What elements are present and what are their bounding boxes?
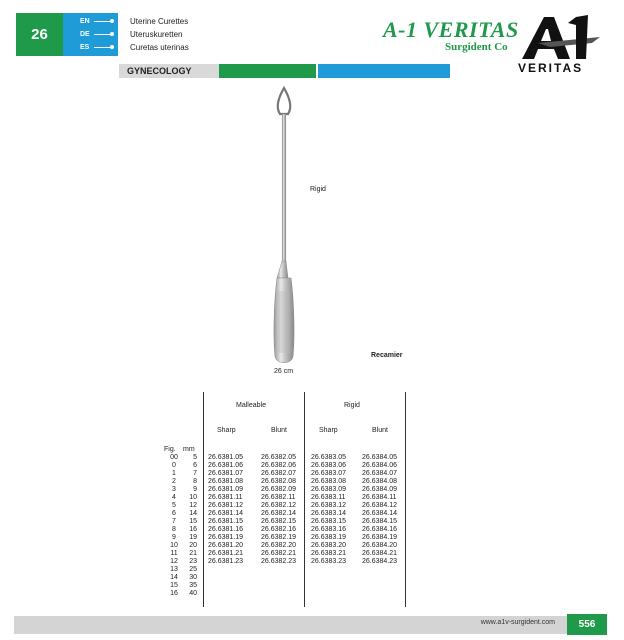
sub-header-sharp: Sharp bbox=[319, 427, 338, 434]
article-number: 26.6381.07 bbox=[208, 470, 244, 477]
article-number: 26.6383.08 bbox=[311, 478, 347, 485]
fig-header: Fig. bbox=[164, 446, 176, 453]
category-label: GYNECOLOGY bbox=[119, 64, 219, 78]
page-number bbox=[567, 614, 607, 635]
article-number: 26.6384.23 bbox=[362, 558, 398, 565]
mm-cell: 12 bbox=[189, 502, 197, 509]
rigid-label: Rigid bbox=[310, 186, 326, 193]
article-number: 26.6383.21 bbox=[311, 550, 347, 557]
a1-logo-icon bbox=[520, 13, 602, 61]
brand-name: A-1 VERITAS bbox=[383, 17, 519, 42]
table-divider bbox=[405, 392, 406, 607]
article-number: 26.6382.19 bbox=[261, 534, 297, 541]
article-number: 26.6383.06 bbox=[311, 462, 347, 469]
mm-cell: 10 bbox=[189, 494, 197, 501]
title-en: Uterine Curettes bbox=[130, 17, 189, 26]
article-number: 26.6384.14 bbox=[362, 510, 398, 517]
fig-cell: 13 bbox=[170, 566, 178, 573]
table-divider bbox=[304, 392, 305, 607]
fig-cell: 16 bbox=[170, 590, 178, 597]
mm-cell: 21 bbox=[189, 550, 197, 557]
instrument-name: Recamier bbox=[371, 352, 403, 359]
article-number: 26.6382.16 bbox=[261, 526, 297, 533]
article-number: 26.6384.19 bbox=[362, 534, 398, 541]
mm-cell: 9 bbox=[193, 486, 197, 493]
group-header-rigid: Rigid bbox=[344, 402, 360, 409]
article-number: 26.6381.19 bbox=[208, 534, 244, 541]
title-es: Curetas uterinas bbox=[130, 43, 189, 52]
fig-cell: 0 bbox=[172, 462, 176, 469]
bullet-icon bbox=[110, 45, 114, 49]
sub-header-blunt: Blunt bbox=[372, 427, 388, 434]
article-number: 26.6383.15 bbox=[311, 518, 347, 525]
fig-cell: 12 bbox=[170, 558, 178, 565]
fig-cell: 11 bbox=[170, 550, 178, 557]
fig-cell: 10 bbox=[170, 542, 178, 549]
mm-cell: 35 bbox=[189, 582, 197, 589]
language-code: EN bbox=[80, 18, 90, 25]
article-number: 26.6384.07 bbox=[362, 470, 398, 477]
title-de: Uteruskuretten bbox=[130, 30, 183, 39]
article-number: 26.6383.07 bbox=[311, 470, 347, 477]
fig-cell: 15 bbox=[170, 582, 178, 589]
bullet-icon bbox=[110, 19, 114, 23]
rigid-blunt-column bbox=[362, 454, 397, 566]
uterine-curette-image bbox=[262, 86, 306, 368]
footer-url: www.a1v-surgident.com bbox=[480, 619, 555, 626]
language-code: DE bbox=[80, 31, 90, 38]
article-number: 26.6381.16 bbox=[208, 526, 244, 533]
article-number: 26.6382.11 bbox=[261, 494, 296, 501]
article-number: 26.6381.11 bbox=[208, 494, 243, 501]
article-number: 26.6383.19 bbox=[311, 534, 347, 541]
group-header-malleable: Malleable bbox=[236, 402, 266, 409]
mm-column bbox=[183, 454, 197, 598]
article-number: 26.6382.05 bbox=[261, 454, 297, 461]
mm-cell: 23 bbox=[189, 558, 197, 565]
article-number: 26.6382.07 bbox=[261, 470, 297, 477]
article-number: 26.6383.16 bbox=[311, 526, 347, 533]
sub-header-blunt: Blunt bbox=[271, 427, 287, 434]
article-number: 26.6384.16 bbox=[362, 526, 398, 533]
length-label: 26 cm bbox=[274, 368, 294, 375]
fig-cell: 6 bbox=[172, 510, 176, 517]
article-number: 26.6384.11 bbox=[362, 494, 397, 501]
article-number: 26.6382.21 bbox=[261, 550, 297, 557]
malleable-sharp-column bbox=[208, 454, 243, 566]
fig-cell: 9 bbox=[172, 534, 176, 541]
brand-subtitle: Surgident Co bbox=[445, 41, 508, 53]
article-number: 26.6382.15 bbox=[261, 518, 297, 525]
mm-cell: 20 bbox=[189, 542, 197, 549]
fig-cell: 14 bbox=[170, 574, 178, 581]
article-number: 26.6381.23 bbox=[208, 558, 244, 565]
article-number: 26.6384.08 bbox=[362, 478, 398, 485]
article-number: 26.6383.09 bbox=[311, 486, 347, 493]
article-number: 26.6381.14 bbox=[208, 510, 244, 517]
mm-cell: 15 bbox=[189, 518, 197, 525]
table-divider bbox=[203, 392, 204, 607]
page-badge-number: 26 bbox=[31, 26, 48, 43]
article-number: 26.6382.20 bbox=[261, 542, 297, 549]
article-number: 26.6381.15 bbox=[208, 518, 244, 525]
mm-cell: 5 bbox=[193, 454, 197, 461]
article-number: 26.6382.12 bbox=[261, 502, 297, 509]
category-bar-green bbox=[219, 64, 316, 78]
mm-cell: 16 bbox=[189, 526, 197, 533]
logo-wordmark: VERITAS bbox=[518, 61, 584, 75]
article-number: 26.6383.20 bbox=[311, 542, 347, 549]
fig-cell: 3 bbox=[172, 486, 176, 493]
page-badge bbox=[16, 13, 63, 56]
rigid-sharp-column bbox=[311, 454, 346, 566]
article-number: 26.6382.06 bbox=[261, 462, 297, 469]
article-number: 26.6382.23 bbox=[261, 558, 297, 565]
article-number: 26.6384.05 bbox=[362, 454, 398, 461]
article-number: 26.6381.05 bbox=[208, 454, 244, 461]
mm-cell: 14 bbox=[189, 510, 197, 517]
mm-cell: 7 bbox=[193, 470, 197, 477]
fig-cell: 2 bbox=[172, 478, 176, 485]
mm-cell: 19 bbox=[189, 534, 197, 541]
mm-cell: 40 bbox=[189, 590, 197, 597]
category-bar-blue bbox=[318, 64, 450, 78]
language-code: ES bbox=[80, 44, 90, 51]
article-number: 26.6384.12 bbox=[362, 502, 398, 509]
article-number: 26.6381.09 bbox=[208, 486, 244, 493]
article-number: 26.6382.08 bbox=[261, 478, 297, 485]
mm-cell: 25 bbox=[189, 566, 197, 573]
article-number: 26.6381.08 bbox=[208, 478, 244, 485]
article-number: 26.6381.20 bbox=[208, 542, 244, 549]
article-number: 26.6381.21 bbox=[208, 550, 244, 557]
mm-header: mm bbox=[183, 446, 195, 453]
article-number: 26.6383.11 bbox=[311, 494, 346, 501]
mm-cell: 6 bbox=[193, 462, 197, 469]
language-row-de bbox=[80, 28, 118, 41]
fig-cell: 7 bbox=[172, 518, 176, 525]
language-strip bbox=[63, 13, 118, 56]
article-number: 26.6383.12 bbox=[311, 502, 347, 509]
malleable-blunt-column bbox=[261, 454, 296, 566]
article-number: 26.6384.09 bbox=[362, 486, 398, 493]
fig-column bbox=[166, 454, 182, 598]
article-number: 26.6384.06 bbox=[362, 462, 398, 469]
article-number: 26.6384.21 bbox=[362, 550, 398, 557]
fig-cell: 5 bbox=[172, 502, 176, 509]
mm-cell: 8 bbox=[193, 478, 197, 485]
article-number: 26.6382.09 bbox=[261, 486, 297, 493]
fig-cell: 1 bbox=[172, 470, 176, 477]
language-row-es bbox=[80, 41, 118, 54]
sub-header-sharp: Sharp bbox=[217, 427, 236, 434]
bullet-icon bbox=[110, 32, 114, 36]
article-number: 26.6383.23 bbox=[311, 558, 347, 565]
page-number-text: 556 bbox=[578, 619, 596, 630]
fig-cell: 00 bbox=[170, 454, 178, 461]
fig-cell: 8 bbox=[172, 526, 176, 533]
article-number: 26.6384.15 bbox=[362, 518, 398, 525]
language-row-en bbox=[80, 15, 118, 28]
mm-cell: 30 bbox=[189, 574, 197, 581]
article-number: 26.6382.14 bbox=[261, 510, 297, 517]
article-number: 26.6384.20 bbox=[362, 542, 398, 549]
article-number: 26.6381.12 bbox=[208, 502, 244, 509]
fig-cell: 4 bbox=[172, 494, 176, 501]
article-number: 26.6381.06 bbox=[208, 462, 244, 469]
article-number: 26.6383.05 bbox=[311, 454, 347, 461]
article-number: 26.6383.14 bbox=[311, 510, 347, 517]
